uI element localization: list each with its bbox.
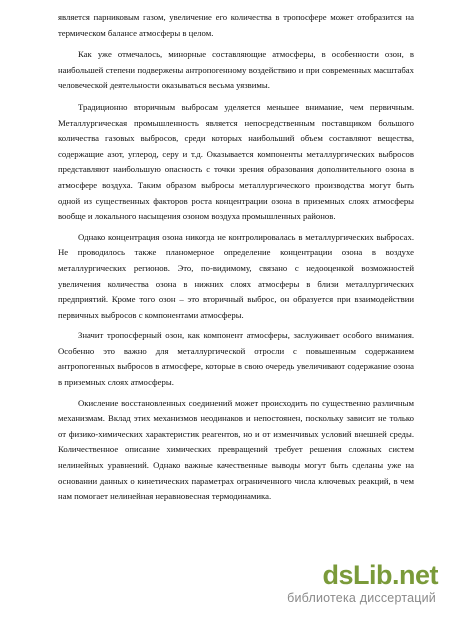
watermark-logo: dsLib.net	[322, 560, 438, 590]
paragraph-ozone-control: Однако концентрация озона никогда не контролировалась в металлургических выбросах. Не проводилось также планомерное определение концентрации озона в воздухе металлургических регионов. Это, по-видимому, связано с недооценкой возможностей увеличения количества озона в нижних слоях атмосферы в близи металлургических предприятий. Кроме того озон – это вторичный выброс, он образуется при взаимодействии первичных выбросов с компонентами атмосферы.	[58, 231, 414, 320]
paragraph-secondary-emissions: Традиционно вторичным выбросам уделяется меньшее внимание, чем первичным. Металлургическая промышленность является непосредственным поставщиком большого количества газовых выбросов, среди которых наибольший объем составляют вещества, содержащие азот, углерод, серу и т.д. Оказывается компоненты металлургических выбросов представляют наибольшую опасность с точки зрения образования дополнительного озона в атмосфере воздуха. Таким образом выбросы металлургического производства могут быть одной из существенных факторов роста концентрации озона в приземных слоях атмосферы вообще и локального насыщения озоном воздуха промышленных районов.	[58, 101, 414, 222]
paragraph-oxidation: Окисление восстановленных соединений может происходить по существенно различным механизмам. Вклад этих механизмов неодинаков и непостоянен, поскольку зависит не только от физико-химических характеристик реагентов, но и от изменчивых условий внешней среды. Количественное описание химических превращений требует решения сложных систем нелинейных уравнений. Однако важные качественные выводы могут быть сделаны уже на основании данных о кинетических параметрах ограниченного числа ключевых реакций, в чем нам помогает нелинейная неравновесная термодинамика.	[58, 397, 414, 502]
dslib-watermark	[248, 560, 438, 608]
paragraph-minor-components: Как уже отмечалось, минорные составляющие атмосферы, в особенности озон, в наибольшей степени подвержены антропогенному воздействию и при современных масштабах человеческой деятельности оказываться весьма уязвимы.	[58, 49, 414, 91]
document-body	[58, 10, 414, 510]
paragraph-tropospheric-ozone: Значит тропосферный озон, как компонент атмосферы, заслуживает особого внимания. Особенно это важно для металлургической отросли с повышенным содержанием антропогенных выбросов в атмосфере, которые в свою очередь увеличивают содержание озона в приземных слоях атмосферы.	[58, 330, 414, 388]
watermark-subtitle: библиотека диссертаций	[287, 591, 436, 605]
paragraph-continuation: является парниковым газом, увеличение его количества в тропосфере может отобразится на термическом балансе атмосферы в целом.	[58, 12, 414, 38]
